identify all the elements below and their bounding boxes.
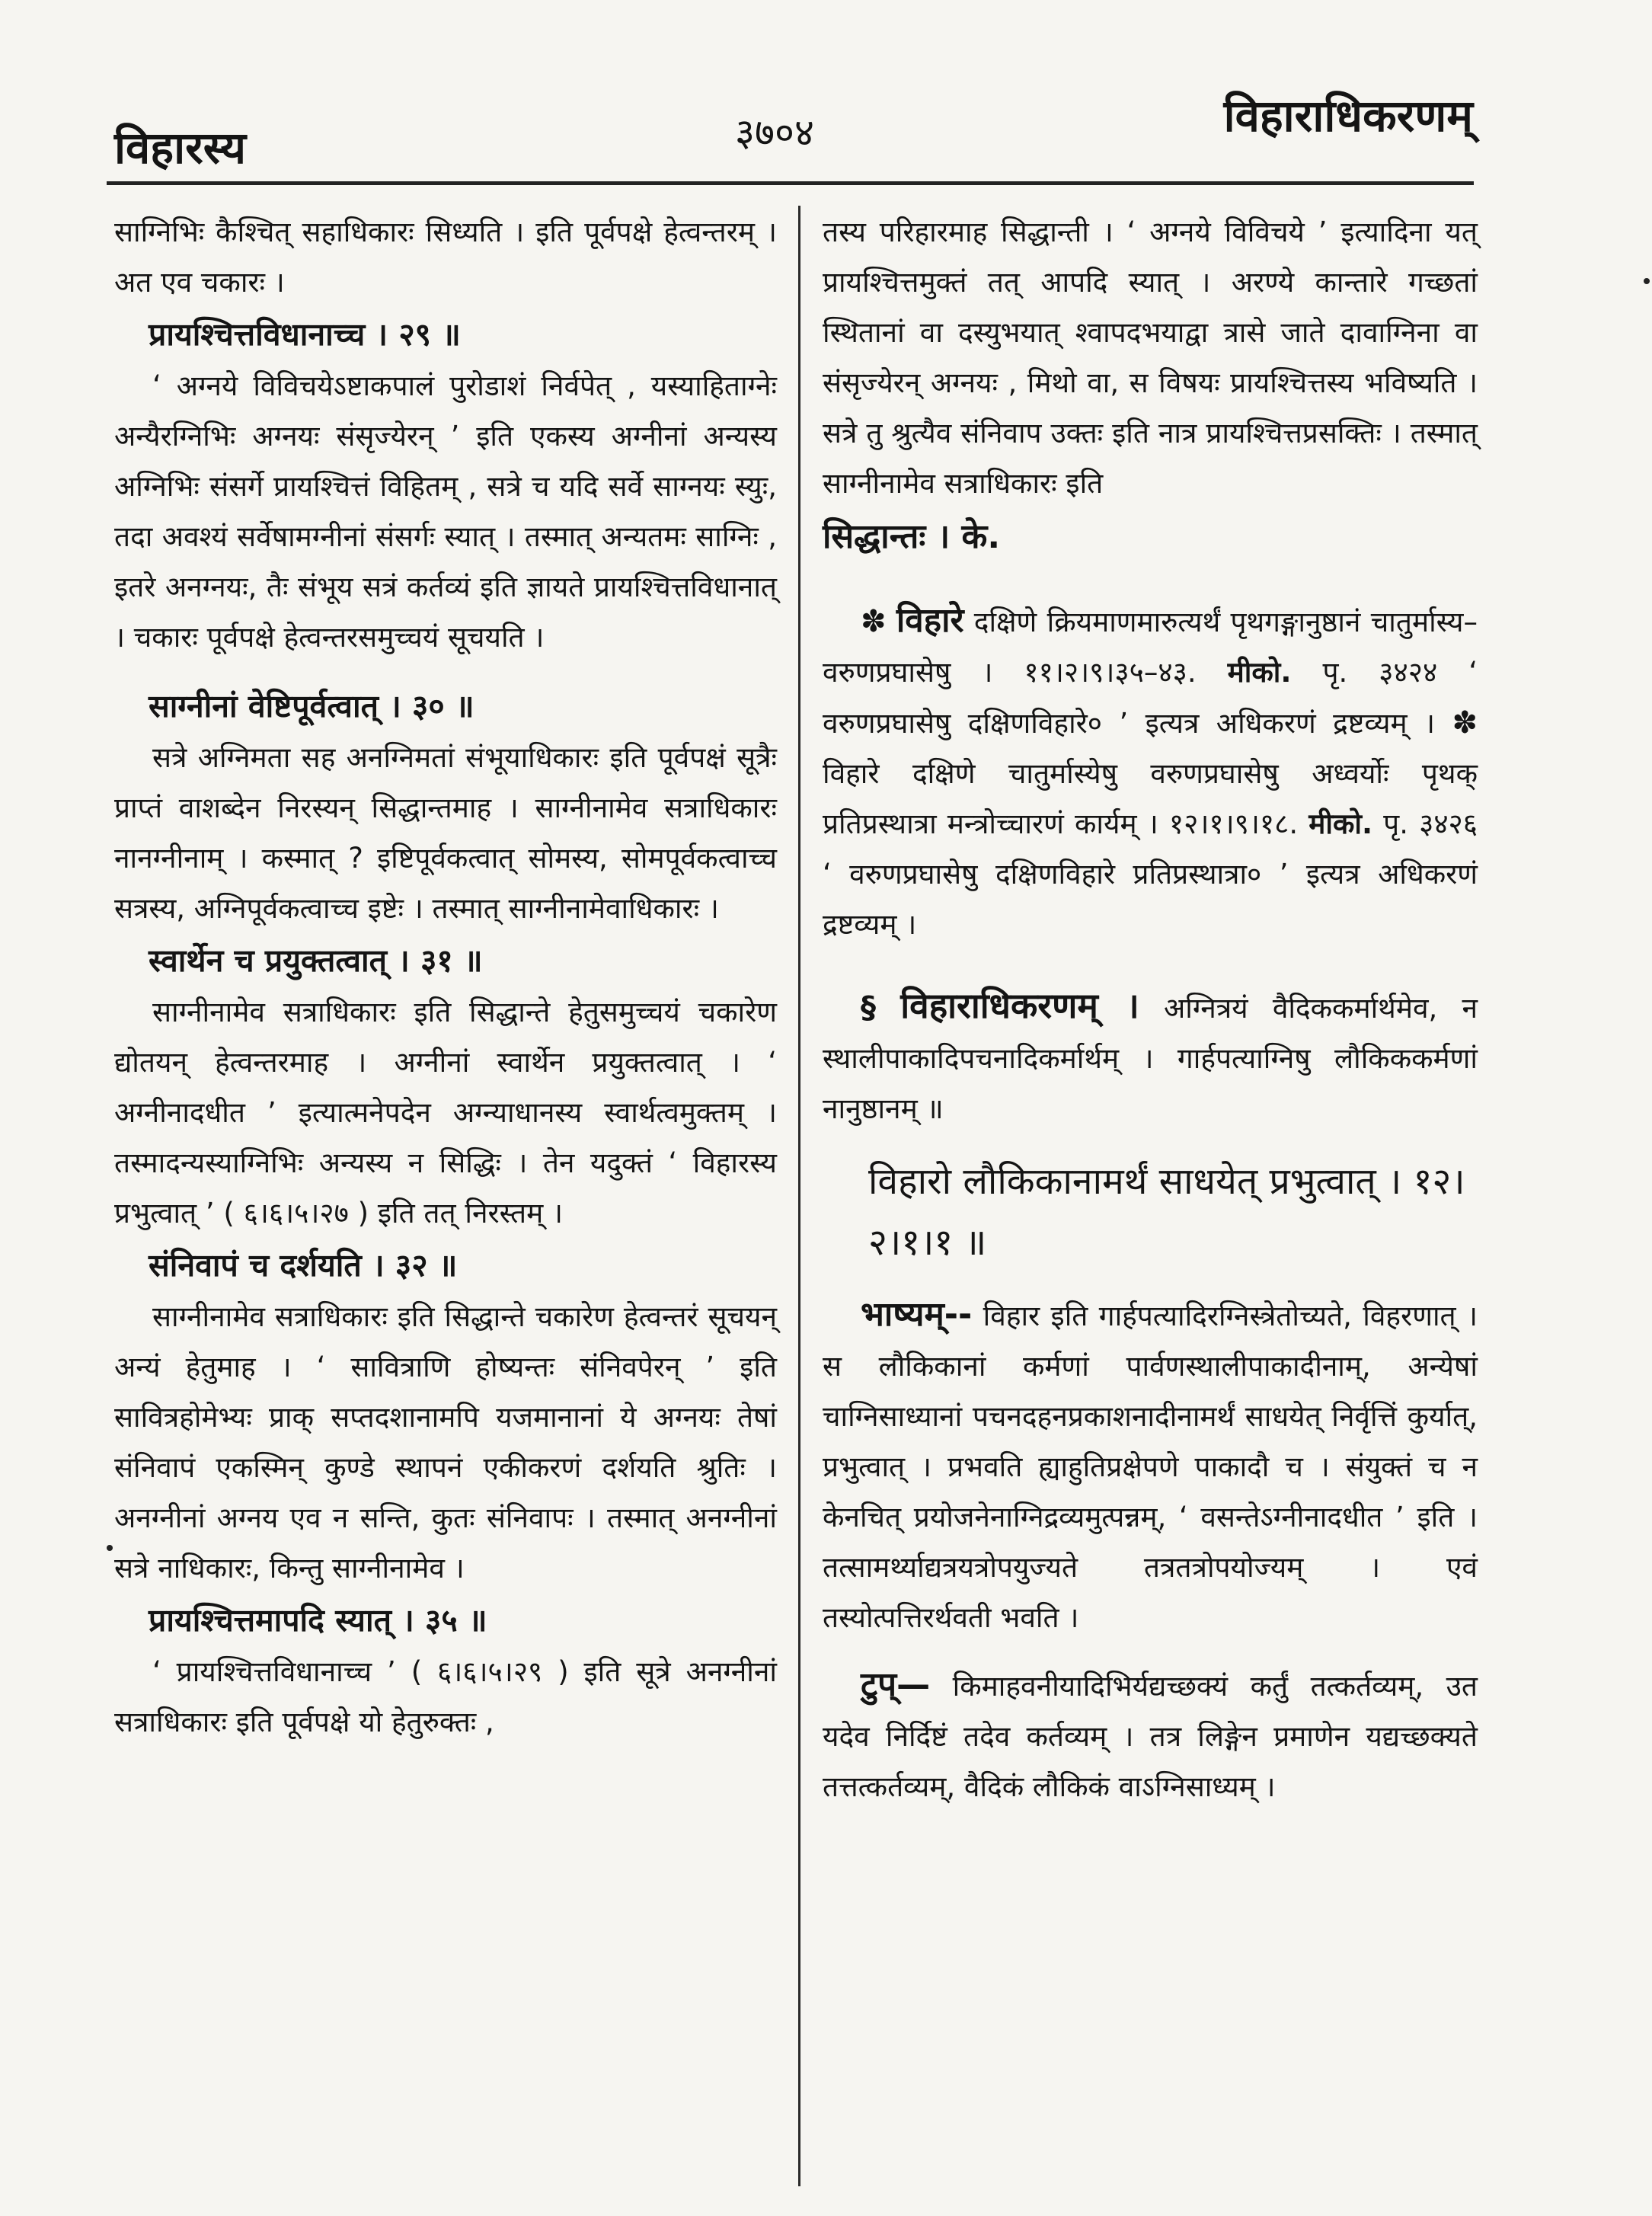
sutra-heading-32: संनिवापं च दर्शयति । ३२ ॥ bbox=[149, 1247, 458, 1284]
asterisk-mark-icon: ✽ bbox=[1452, 705, 1478, 740]
cross-reference-note bbox=[823, 596, 1478, 950]
note-text: पृ. ३४२४ ‘ वरुणप्रघासेषु दक्षिणविहारे० ’ इत्यत्र अधिकरणं द्रष्टव्यम् । bbox=[823, 656, 1478, 740]
note-text: पृ. ३४२६ ‘ वरुणप्रघासेषु दक्षिणविहारे प्रतिप्रस्थात्रा० ’ इत्यत्र अधिकरणं द्रष्टव्यम् । bbox=[823, 807, 1478, 941]
bhashya-text: विहार इति गार्हपत्यादिरग्निस्त्रेतोच्यते, विहरणात् । स लौकिकानां कर्मणां पार्वणस्थालीपाकादीनाम्, अन्येषां चाग्निसाध्यानां पचनदहनप्रकाशनादीनामर्थं साधयेत् निर्वृत्तिं कुर्यात्, प्रभुत्वात् । प्रभवति ह्याहुतिप्रक्षेपणे पाकादौ च । संयुक्तं च न केनचित् प्रयोजनेनाग्निद्रव्यमुत्पन्नम्, ‘ वसन्तेऽग्नीनादधीत ’ इति । तत्सामर्थ्याद्यत्रयत्रोपयुज्यते तत्रतत्रोपयोज्यम् । एवं तस्योत्पत्तिरर्थवती भवति । bbox=[823, 1300, 1478, 1634]
header-rule bbox=[107, 181, 1474, 185]
commentary-paragraph: सत्रे अग्निमता सह अनग्निमतां संभूयाधिकारः इति पूर्वपक्षं सूत्रैः प्राप्तं वाशब्देन निरस्यन् सिद्धान्तमाह । साग्नीनामेव सत्राधिकारः नानग्नीनाम् । कस्मात् ? इष्टिपूर्वकत्वात् सोमस्य, सोमपूर्वकत्वाच्च सत्रस्य, अग्निपूर्वकत्वाच्च इष्टेः । तस्मात् साग्नीनामेवाधिकारः । bbox=[114, 741, 777, 925]
scan-speck bbox=[107, 1545, 113, 1551]
sutra-heading-30: साग्नीनां वेष्टिपूर्वत्वात् । ३० ॥ bbox=[149, 688, 475, 724]
conclusion-label: सिद्धान्तः । के. bbox=[823, 517, 1001, 556]
note-text: दक्षिणे क्रियमाणमारुत्यर्थं पृथगङ्गानुष्ठानं चातुर्मास्य–वरुणप्रघासेषु । ११।२।९।३५–४३. bbox=[823, 606, 1478, 689]
page-number: ३७०४ bbox=[735, 110, 814, 155]
sutra-heading-35: प्रायश्चित्तमापदि स्यात् । ३५ ॥ bbox=[149, 1602, 487, 1639]
tuptika-paragraph bbox=[823, 1660, 1478, 1812]
paragraph: तस्य परिहारमाह सिद्धान्ती । ‘ अग्नये विविचये ’ इत्यादिना यत् प्रायश्चित्तमुक्तं तत् आपदि स्यात् । अरण्ये कान्तारे गच्छतां स्थितानां वा दस्युभयात् श्वापदभयाद्वा त्रासे जाते दावाग्निना वा संसृज्येरन् अग्नयः , मिथो वा, स विषयः प्रायश्चित्तस्य भविष्यति । सत्रे तु श्रुत्यैव संनिवाप उक्तः इति नात्र प्रायश्चित्तप्रसक्तिः । तस्मात् साग्नीनामेव सत्राधिकारः इति bbox=[823, 216, 1478, 500]
running-header-left: विहारस्य bbox=[114, 122, 247, 174]
sutra-heading-31: स्वार्थेन च प्रयुक्तत्वात् । ३१ ॥ bbox=[149, 942, 483, 979]
right-column bbox=[823, 207, 1478, 1812]
tup-text: किमाहवनीयादिभिर्यद्यच्छक्यं कर्तुं तत्कर्तव्यम्, उत यदेव निर्दिष्टं तदेव कर्तव्यम् । तत्र लिङ्गेन प्रमाणेन यद्यच्छक्यते तत्तत्कर्तव्यम्, वैदिकं लौकिकं वाऽग्निसाध्यम् । bbox=[823, 1670, 1478, 1803]
running-header-right: विहाराधिकरणम् bbox=[1223, 90, 1473, 142]
left-column bbox=[114, 207, 777, 1748]
paragraph: साग्निभिः कैश्चित् सहाधिकारः सिध्यति । इति पूर्वपक्षे हेत्वन्तरम् । अत एव चकारः । bbox=[114, 216, 777, 299]
sutra-main: विहारो लौकिकानामर्थं साधयेत् प्रभुत्वात् । १२।२।१।१ ॥ bbox=[868, 1160, 1465, 1264]
bhashya-label: भाष्यम्-- bbox=[861, 1295, 973, 1334]
note-text: विहारे दक्षिणे चातुर्मास्येषु वरुणप्रघासेषु अध्वर्योः पृथक् प्रतिप्रस्थात्रा मन्त्रोच्चारणं कार्यम् । १२।१।९।१८. bbox=[823, 757, 1478, 840]
adhikarana-block bbox=[823, 980, 1478, 1134]
commentary-paragraph: ‘ अग्नये विविचयेऽष्टाकपालं पुरोडाशं निर्वपेत् , यस्याहिताग्नेः अन्यैरग्निभिः अग्नयः संसृज्येरन् ’ इति एकस्य अग्नीनां अन्यस्य अग्निभिः संसर्गे प्रायश्चित्तं विहितम् , सत्रे च यदि सर्वे साग्नयः स्युः, तदा अवश्यं सर्वेषामग्नीनां संसर्गः स्यात् । तस्मात् अन्यतमः साग्निः , इतरे अनग्नयः, तैः संभूय सत्रं कर्तव्यं इति ज्ञायते प्रायश्चित्तविधानात् । चकारः पूर्वपक्षे हेत्वन्तरसमुच्चयं सूचयति । bbox=[114, 369, 777, 654]
section-mark-icon: § bbox=[861, 990, 876, 1025]
adhikarana-summary: अग्नित्रयं वैदिककर्मार्थमेव, न स्थालीपाकादिपचनादिकर्मार्थम् । गार्हपत्याग्निषु लौकिककर्मणां नानुष्ठानम् ॥ bbox=[823, 992, 1478, 1125]
tup-label: टुप्— bbox=[861, 1665, 931, 1704]
bhashya-paragraph bbox=[823, 1290, 1478, 1643]
reference-abbrev: मीको. bbox=[1227, 656, 1292, 689]
column-divider bbox=[798, 206, 800, 2186]
commentary-paragraph: साग्नीनामेव सत्राधिकारः इति सिद्धान्ते हेतुसमुच्चयं चकारेण द्योतयन् हेत्वन्तरमाह । अग्नीनां स्वार्थेन प्रयुक्तत्वात् । ‘ अग्नीनादधीत ’ इत्यात्मनेपदेन अग्न्याधानस्य स्वार्थत्वमुक्तम् । तस्मादन्यस्याग्निभिः अन्यस्य न सिद्धिः । तेन यदुक्तं ‘ विहारस्य प्रभुत्वात् ’ ( ६।६।५।२७ ) इति तत् निरस्तम् । bbox=[114, 996, 777, 1230]
commentary-paragraph: साग्नीनामेव सत्राधिकारः इति सिद्धान्ते चकारेण हेत्वन्तरं सूचयन् अन्यं हेतुमाह । ‘ सावित्राणि होष्यन्तः संनिवपेरन् ’ इति सावित्रहोमेभ्यः प्राक् सप्तदशानामपि यजमानानां ये अग्नयः तेषां संनिवापं एकस्मिन् कुण्डे स्थापनं एकीकरणं दर्शयति श्रुतिः । अनग्नीनां अग्नय एव न सन्ति, कुतः संनिवापः । तस्मात् अनग्नीनां सत्रे नाधिकारः, किन्तु साग्नीनामेव । bbox=[114, 1300, 777, 1584]
sutra-heading-29: प्रायश्चित्तविधानाच्च । २९ ॥ bbox=[149, 316, 461, 353]
asterisk-mark-icon: ✽ bbox=[861, 604, 887, 639]
commentary-paragraph: ‘ प्रायश्चित्तविधानाच्च ’ ( ६।६।५।२९ ) इति सूत्रे अनग्नीनां सत्राधिकारः इति पूर्वपक्षे यो हेतुरुक्तः , bbox=[114, 1655, 777, 1738]
scan-speck bbox=[1644, 278, 1650, 284]
keyword: विहारे bbox=[896, 601, 964, 640]
reference-abbrev: मीको. bbox=[1308, 807, 1373, 840]
adhikarana-title: विहाराधिकरणम् । bbox=[900, 985, 1139, 1026]
